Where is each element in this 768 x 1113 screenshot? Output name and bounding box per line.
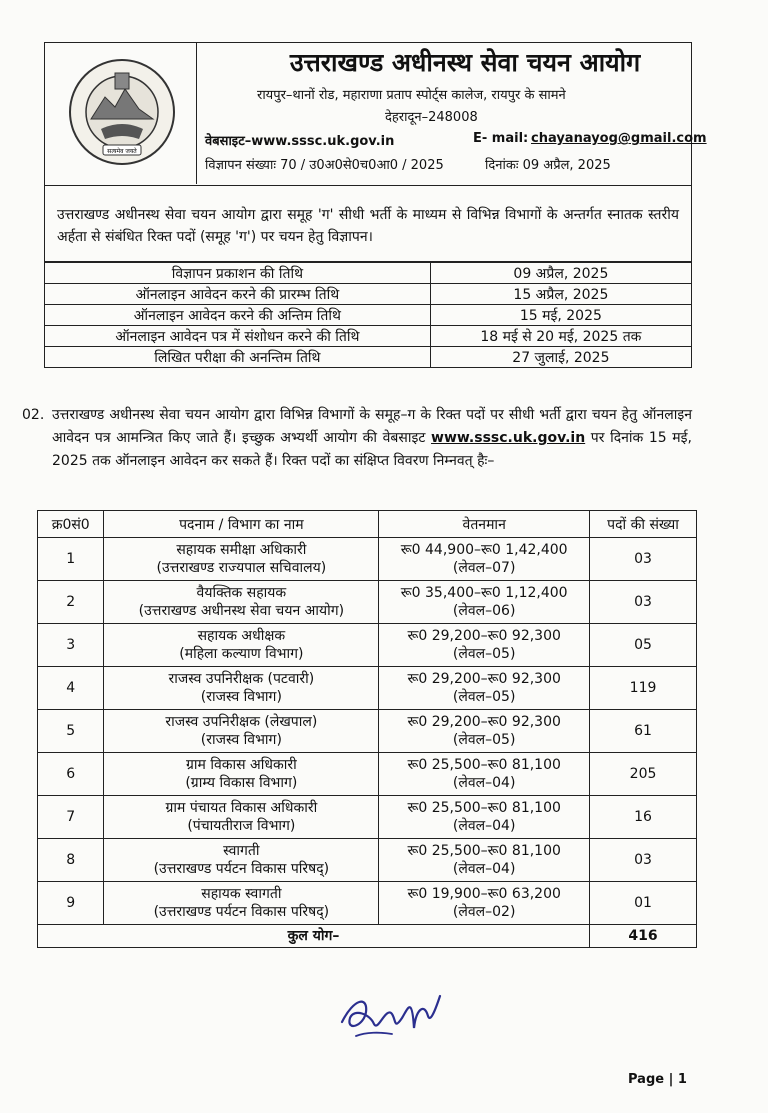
section-number: 02. (22, 407, 45, 423)
post-cell (104, 839, 379, 882)
section-02 (22, 404, 692, 473)
table-row (38, 667, 697, 710)
website-label: वेबसाइट–www.sssc.uk.gov.in (205, 134, 395, 149)
col-header-count: पदों की संख्या (590, 511, 697, 538)
advt-date: दिनांकः 09 अप्रैल, 2025 (485, 158, 611, 173)
serial-number: 6 (38, 753, 104, 796)
pay-level: (लेवल–05) (452, 646, 516, 662)
page-number: Page | 1 (628, 1072, 687, 1087)
total-value: 416 (590, 925, 697, 948)
pay-cell (379, 624, 590, 667)
post-cell (104, 624, 379, 667)
logo-motto: सत्यमेव जयते (107, 148, 137, 155)
serial-number: 1 (38, 538, 104, 581)
post-count: 03 (590, 581, 697, 624)
col-header-post: पदनाम / विभाग का नाम (104, 511, 379, 538)
address-line-1: रायपुर–थानों रोड, महाराणा प्रताप स्पोर्ट्स कालेज, रायपुर के सामने (257, 88, 566, 103)
department-name: (राजस्व विभाग) (200, 689, 282, 705)
pay-level: (लेवल–06) (452, 603, 516, 619)
post-name: सहायक अधीक्षक (197, 628, 286, 644)
post-cell (104, 710, 379, 753)
post-name: ग्राम पंचायत विकास अधिकारी (165, 800, 318, 816)
department-name: (राजस्व विभाग) (200, 732, 282, 748)
pay-scale: रू0 19,900–रू0 63,200 (407, 886, 561, 902)
date-label: लिखित परीक्षा की अनन्तिम तिथि (45, 347, 431, 368)
page-title: उत्तराखण्ड अधीनस्थ सेवा चयन आयोग (289, 48, 641, 77)
post-count: 16 (590, 796, 697, 839)
col-header-pay: वेतनमान (379, 511, 590, 538)
department-name: (ग्राम्य विकास विभाग) (185, 775, 298, 791)
pay-level: (लेवल–05) (452, 732, 516, 748)
post-name: सहायक समीक्षा अधिकारी (176, 542, 307, 558)
table-header-row (38, 511, 697, 538)
date-value: 18 मई से 20 मई, 2025 तक (430, 326, 691, 347)
post-name: स्वागती (223, 843, 260, 859)
table-row (45, 326, 692, 347)
post-cell (104, 882, 379, 925)
pay-scale: रू0 25,500–रू0 81,100 (407, 800, 561, 816)
pay-cell (379, 667, 590, 710)
table-row (38, 581, 697, 624)
department-name: (पंचायतीराज विभाग) (187, 818, 296, 834)
table-row (38, 538, 697, 581)
date-value: 15 मई, 2025 (430, 305, 691, 326)
table-row (45, 347, 692, 368)
post-count: 03 (590, 538, 697, 581)
department-name: (महिला कल्याण विभाग) (179, 646, 304, 662)
table-row (45, 263, 692, 284)
pay-level: (लेवल–07) (452, 560, 516, 576)
col-header-sn: क्र0सं0 (38, 511, 104, 538)
serial-number: 2 (38, 581, 104, 624)
department-name: (उत्तराखण्ड राज्यपाल सचिवालय) (156, 560, 327, 576)
table-row (38, 624, 697, 667)
date-value: 15 अप्रैल, 2025 (430, 284, 691, 305)
pay-scale: रू0 25,500–रू0 81,100 (407, 843, 561, 859)
pay-cell (379, 581, 590, 624)
table-row (38, 796, 697, 839)
email-label: E- mail: (473, 131, 529, 146)
serial-number: 3 (38, 624, 104, 667)
signature (336, 988, 446, 1048)
post-name: राजस्व उपनिरीक्षक (पटवारी) (168, 671, 315, 687)
intro-text: उत्तराखण्ड अधीनस्थ सेवा चयन आयोग द्वारा समूह 'ग' सीधी भर्ती के माध्यम से विभिन्न विभागों के अन्तर्गत स्नातक स्तरीय अर्हता से संबंधित रिक्त पदों (समूह 'ग') पर चयन हेतु विज्ञापन। (44, 186, 692, 262)
pay-cell (379, 710, 590, 753)
address-line-2: देहरादून–248008 (385, 110, 478, 125)
table-row (45, 305, 692, 326)
post-count: 05 (590, 624, 697, 667)
email-link[interactable]: chayanayog@gmail.com (531, 131, 707, 146)
post-name: ग्राम विकास अधिकारी (186, 757, 297, 773)
post-count: 01 (590, 882, 697, 925)
pay-scale: रू0 29,200–रू0 92,300 (407, 671, 561, 687)
advt-number: विज्ञापन संख्याः 70 / उ0अ0से0च0आ0 / 2025 (205, 158, 444, 173)
pay-scale: रू0 44,900–रू0 1,42,400 (400, 542, 568, 558)
table-row (38, 710, 697, 753)
pay-cell (379, 538, 590, 581)
date-label: ऑनलाइन आवेदन करने की प्रारम्भ तिथि (45, 284, 431, 305)
post-name: सहायक स्वागती (201, 886, 282, 902)
section-text (52, 404, 692, 473)
post-cell (104, 753, 379, 796)
pay-level: (लेवल–04) (452, 861, 516, 877)
commission-logo (67, 57, 177, 167)
post-count: 119 (590, 667, 697, 710)
text-before: उत्तराखण्ड अधीनस्थ सेवा चयन आयोग द्वारा विभिन्न विभागों के समूह–ग के रिक्त पदों पर सीधी भर्ती द्वारा चयन हेतु ऑनलाइन आवेदन पत्र आमन्त्रित किए जाते हैं। इच्छुक अभ्यर्थी आयोग की वेबसाइट (52, 407, 692, 446)
department-name: (उत्तराखण्ड पर्यटन विकास परिषद्) (153, 861, 330, 877)
serial-number: 5 (38, 710, 104, 753)
serial-number: 4 (38, 667, 104, 710)
department-name: (उत्तराखण्ड पर्यटन विकास परिषद्) (153, 904, 330, 920)
posts-table (37, 510, 697, 948)
pay-cell (379, 796, 590, 839)
post-count: 205 (590, 753, 697, 796)
pay-scale: रू0 29,200–रू0 92,300 (407, 714, 561, 730)
dates-table (44, 262, 692, 368)
date-label: ऑनलाइन आवेदन करने की अन्तिम तिथि (45, 305, 431, 326)
date-label: ऑनलाइन आवेदन पत्र में संशोधन करने की तिथि (45, 326, 431, 347)
serial-number: 8 (38, 839, 104, 882)
table-row (38, 882, 697, 925)
date-value: 27 जुलाई, 2025 (430, 347, 691, 368)
pay-level: (लेवल–05) (452, 689, 516, 705)
logo-cell (45, 43, 197, 184)
post-name: वैयक्तिक सहायक (196, 585, 287, 601)
total-label: कुल योग– (38, 925, 590, 948)
post-cell (104, 667, 379, 710)
table-row (38, 753, 697, 796)
post-cell (104, 796, 379, 839)
pay-level: (लेवल–04) (452, 775, 516, 791)
table-row (38, 839, 697, 882)
pay-level: (लेवल–04) (452, 818, 516, 834)
department-name: (उत्तराखण्ड अधीनस्थ सेवा चयन आयोग) (138, 603, 345, 619)
text-after: पर दिनांक 15 मई, 2025 तक ऑनलाइन आवेदन कर सकते हैं। रिक्त पदों का संक्षिप्त विवरण निम्नवत् हैः– (52, 430, 693, 469)
pay-cell (379, 753, 590, 796)
post-name: राजस्व उपनिरीक्षक (लेखपाल) (165, 714, 318, 730)
letterhead (44, 42, 707, 186)
table-row (45, 284, 692, 305)
total-row (38, 925, 697, 948)
pay-level: (लेवल–02) (452, 904, 516, 920)
pay-cell (379, 839, 590, 882)
serial-number: 9 (38, 882, 104, 925)
post-cell (104, 538, 379, 581)
website-link[interactable]: www.sssc.uk.gov.in (431, 430, 586, 446)
post-count: 03 (590, 839, 697, 882)
post-cell (104, 581, 379, 624)
date-value: 09 अप्रैल, 2025 (430, 263, 691, 284)
pay-scale: रू0 35,400–रू0 1,12,400 (400, 585, 568, 601)
pay-scale: रू0 25,500–रू0 81,100 (407, 757, 561, 773)
pay-cell (379, 882, 590, 925)
pay-scale: रू0 29,200–रू0 92,300 (407, 628, 561, 644)
date-label: विज्ञापन प्रकाशन की तिथि (45, 263, 431, 284)
serial-number: 7 (38, 796, 104, 839)
post-count: 61 (590, 710, 697, 753)
